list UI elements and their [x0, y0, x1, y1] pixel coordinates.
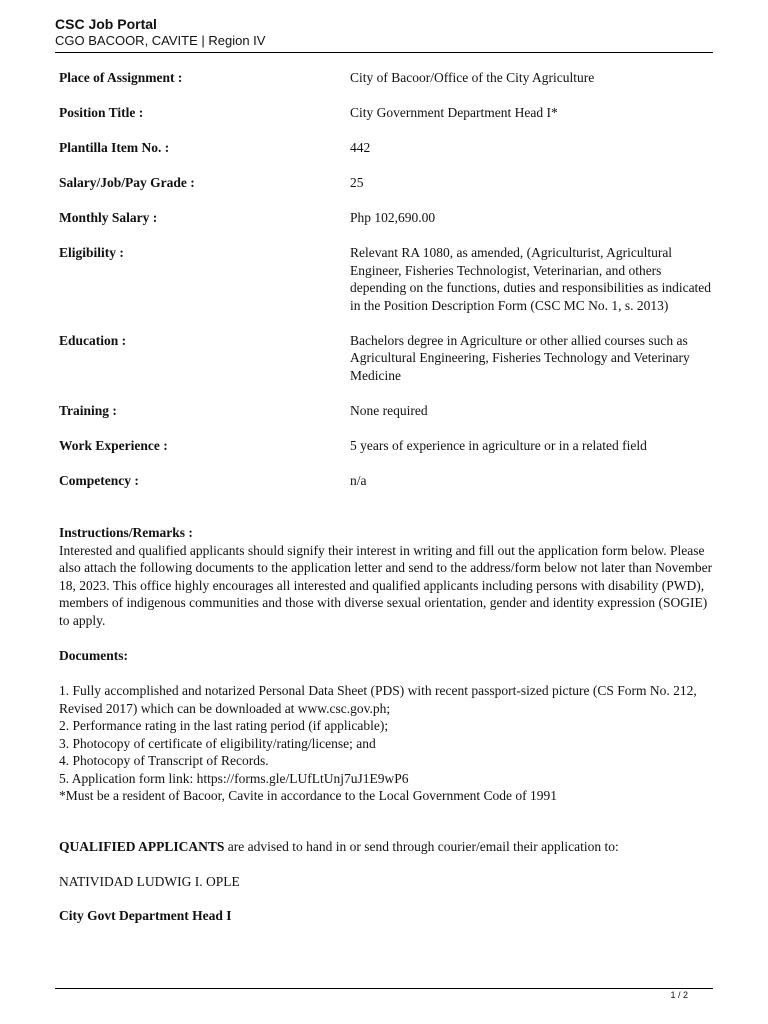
document-item: 4. Photocopy of Transcript of Records.: [59, 753, 269, 768]
field-value: Bachelors degree in Agriculture or other allied courses such as Agricultural Engineering, Fisheries Technology and Veterinary Medicine: [350, 332, 690, 383]
contact-name: NATIVIDAD LUDWIG I. OPLE: [59, 874, 240, 889]
field-label: Place of Assignment :: [59, 70, 183, 85]
field-label: Competency :: [59, 472, 139, 488]
document-item: 2. Performance rating in the last rating period (if applicable);: [59, 718, 389, 733]
qualified-bold: QUALIFIED APPLICANTS: [59, 839, 225, 854]
field-value: City of Bacoor/Office of the City Agriculture: [350, 70, 595, 85]
documents-heading: Documents:: [59, 648, 128, 663]
page-header: [55, 16, 713, 49]
field-row-plantilla: [59, 139, 719, 157]
portal-title: CSC Job Portal: [55, 16, 157, 32]
instructions-section: [59, 524, 719, 629]
header-divider: [55, 52, 713, 53]
field-label: Position Title :: [59, 105, 144, 120]
field-label: Training :: [59, 402, 117, 418]
field-label: Plantilla Item No. :: [59, 140, 170, 155]
qualified-applicants-note: [59, 838, 719, 856]
job-details: [59, 69, 719, 489]
field-value: 442: [350, 140, 371, 155]
document-item: 1. Fully accomplished and notarized Personal Data Sheet (PDS) with recent passport-sized picture (CS Form No. 212, Revised 2017) which can be downloaded at www.csc.gov.ph;: [59, 683, 697, 716]
field-row-education: [59, 332, 719, 385]
field-label: Eligibility :: [59, 245, 124, 260]
field-row-position: [59, 104, 719, 122]
document-item: *Must be a resident of Bacoor, Cavite in accordance to the Local Government Code of 1991: [59, 788, 558, 803]
field-row-competency: [59, 472, 719, 490]
field-value: n/a: [350, 472, 367, 488]
instructions-text: Interested and qualified applicants should signify their interest in writing and fill out the application form below. Please also attach the following documents to the application letter and send to the address/form below not later than November 18, 2023. This office highly encourages all interested and qualified applicants including persons with disability (PWD), members of indigenous communities and those with diverse sexual orientation, gender and identity expression (SOGIE) to apply.: [59, 542, 713, 628]
documents-section: [59, 647, 719, 805]
contact-position: City Govt Department Head I: [59, 908, 232, 923]
field-value: None required: [350, 402, 428, 418]
field-value: City Government Department Head I*: [350, 105, 558, 120]
field-row-salary-grade: [59, 174, 719, 192]
field-label: Education :: [59, 332, 127, 348]
field-row-monthly-salary: [59, 209, 719, 227]
portal-subtitle: CGO BACOOR, CAVITE | Region IV: [55, 33, 266, 48]
field-row-training: [59, 402, 719, 420]
footer-divider: [55, 988, 713, 989]
field-label: Salary/Job/Pay Grade :: [59, 175, 195, 190]
document-item: 5. Application form link: https://forms.gle/LUfLtUnj7uJ1E9wP6: [59, 770, 409, 786]
field-value: 25: [350, 175, 364, 190]
instructions-heading: Instructions/Remarks :: [59, 525, 193, 540]
field-row-work-experience: [59, 437, 719, 455]
field-label: Work Experience :: [59, 437, 168, 453]
field-value: Php 102,690.00: [350, 210, 436, 225]
qualified-text: are advised to hand in or send through courier/email their application to:: [224, 839, 619, 854]
field-row-eligibility: [59, 244, 719, 314]
document-item: 3. Photocopy of certificate of eligibility/rating/license; and: [59, 735, 376, 751]
field-value: 5 years of experience in agriculture or in a related field: [350, 437, 647, 453]
page-number: 1 / 2: [670, 990, 688, 1000]
field-row-place: [59, 69, 719, 87]
field-value: Relevant RA 1080, as amended, (Agriculturist, Agricultural Engineer, Fisheries Technologist, Veterinarian, and others depending on the functions, duties and responsibilities as indicated in the Position Description Form (CSC MC No. 1, s. 2013): [350, 245, 712, 313]
field-label: Monthly Salary :: [59, 210, 158, 225]
